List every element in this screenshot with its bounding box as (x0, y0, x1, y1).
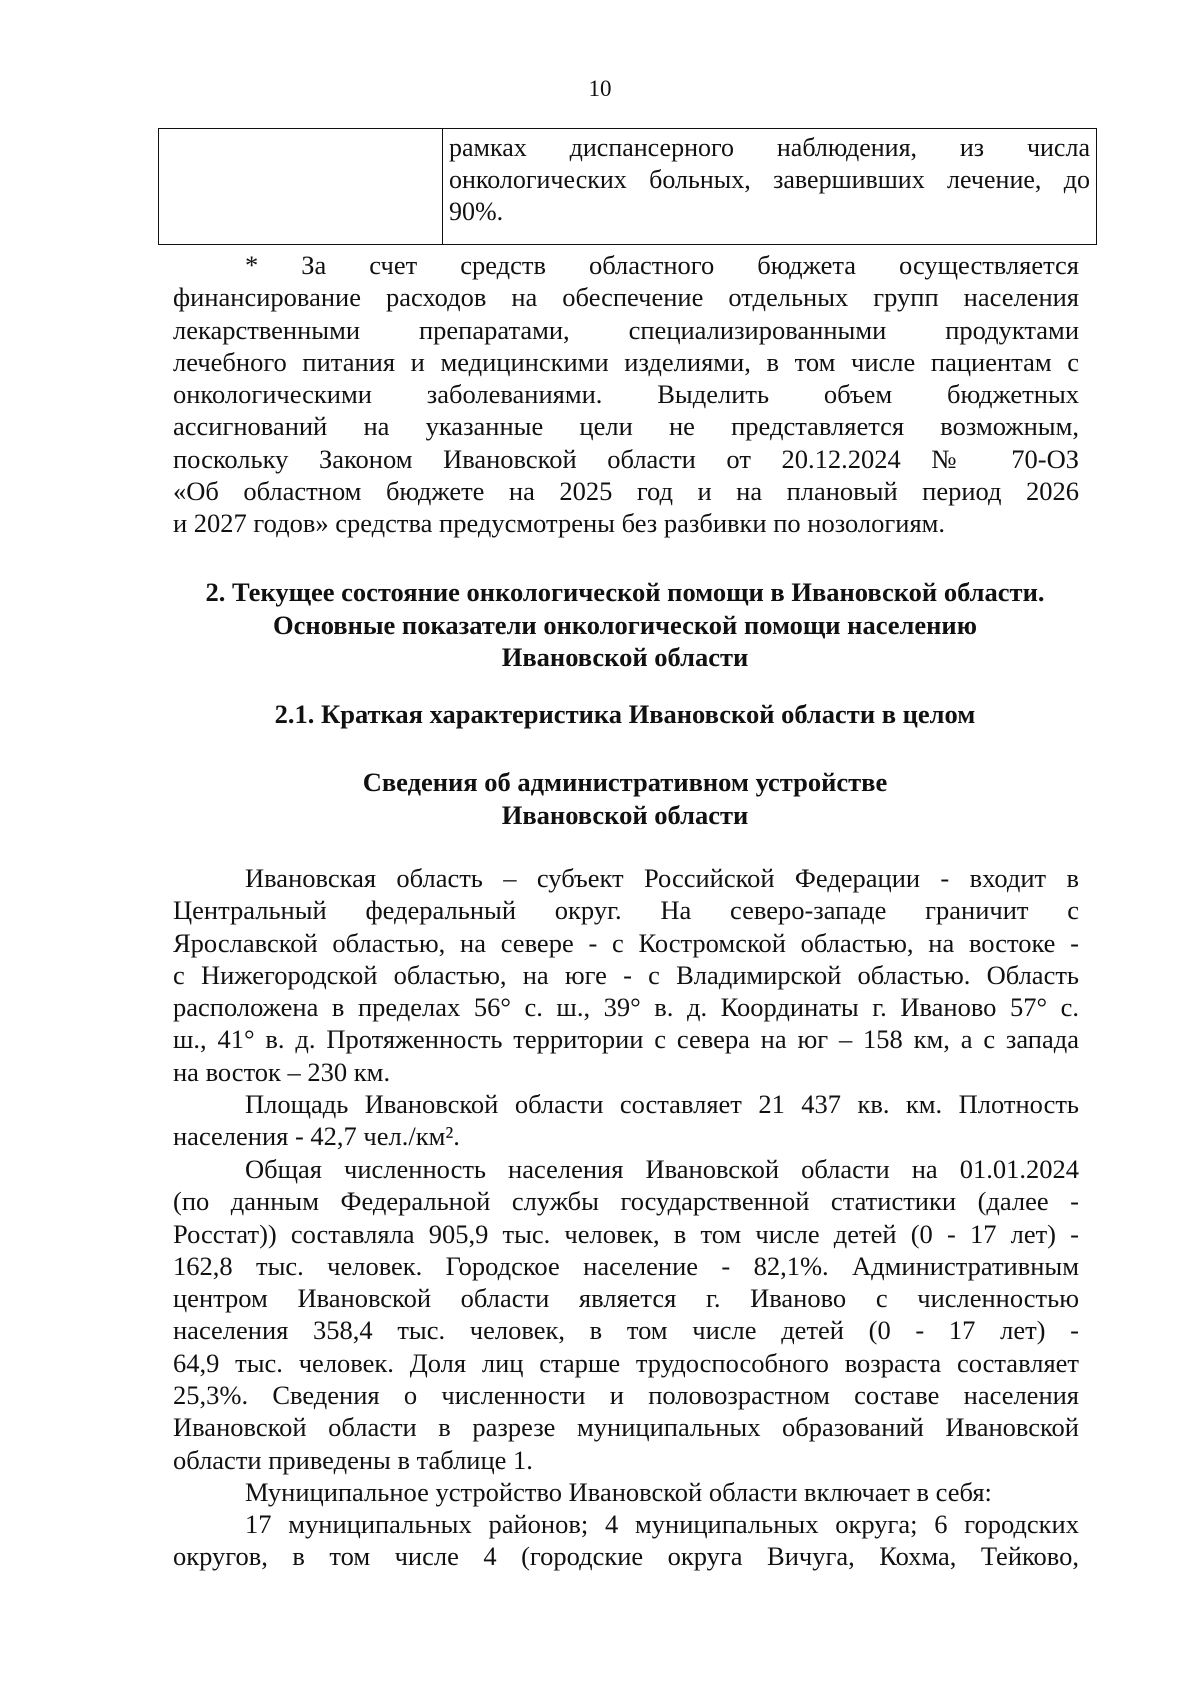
paragraph-line: с Нижегородской областью, на юге - с Владимирской областью. Область (173, 959, 1079, 990)
paragraph-line: 64,9 тыс. человек. Доля лиц старше трудоспособного возраста составляет (173, 1347, 1079, 1378)
admin-heading (160, 766, 1090, 831)
paragraph-districts (173, 1508, 1079, 1573)
footnote-line: ассигнований на указанные цели не представляется возможным, (173, 411, 1079, 442)
table-line: 90%. (449, 197, 504, 226)
paragraph-municipal (173, 1476, 1079, 1508)
paragraph-line: 17 муниципальных районов; 4 муниципальных округа; 6 городских (245, 1509, 1079, 1539)
paragraph-area (173, 1088, 1079, 1153)
section-heading (160, 576, 1090, 674)
subsection-heading-line: 2.1. Краткая характеристика Ивановской области в целом (274, 699, 976, 729)
table-line: онкологических больных, завершивших лечение, до (449, 165, 1090, 194)
table-line: рамках диспансерного наблюдения, из числа (449, 133, 1090, 162)
paragraph-line: Росстат)) составляла 905,9 тыс. человек, в том числе детей (0 - 17 лет) - (173, 1218, 1079, 1249)
paragraph-line: Муниципальное устройство Ивановской области включает в себя: (245, 1477, 992, 1507)
paragraph-line: Общая численность населения Ивановской области на 01.01.2024 (245, 1154, 1079, 1184)
footnote-line: онкологическими заболеваниями. Выделить объем бюджетных (173, 379, 1079, 410)
paragraph-line: Ярославской областью, на севере - с Костромской областью, на востоке - (173, 927, 1079, 958)
footnote (173, 249, 1079, 540)
paragraph-line: населения 358,4 тыс. человек, в том числе детей (0 - 17 лет) - (173, 1315, 1079, 1346)
admin-heading-line: Ивановской области (501, 799, 749, 830)
footnote-line: «Об областном бюджете на 2025 год и на плановый период 2026 (173, 476, 1079, 507)
paragraph-line: Ивановская область – субъект Российской Федерации - входит в (245, 863, 1079, 893)
footnote-line: финансирование расходов на обеспечение отдельных групп населения (173, 282, 1079, 313)
continuation-table (158, 128, 1097, 245)
paragraph-line: 162,8 тыс. человек. Городское население - 82,1%. Административным (173, 1250, 1079, 1281)
paragraph-line: области приведены в таблице 1. (173, 1444, 533, 1475)
paragraph-line: Площадь Ивановской области составляет 21 437 кв. км. Плотность (245, 1089, 1079, 1119)
section-heading-line: 2. Текущее состояние онкологической помощи в Ивановской области. (205, 577, 1045, 607)
paragraph-line: расположена в пределах 56° с. ш., 39° в. д. Координаты г. Иваново 57° с. (173, 992, 1079, 1023)
subsection-heading (160, 698, 1090, 731)
admin-heading-line: Сведения об административном устройстве (362, 767, 888, 797)
paragraph-line: на восток – 230 км. (173, 1056, 391, 1087)
paragraph-line: (по данным Федеральной службы государственной статистики (далее - (173, 1186, 1079, 1217)
page-number: 10 (588, 76, 612, 101)
footnote-line: и 2027 годов» средства предусмотрены без разбивки по нозологиям. (173, 508, 946, 539)
table-cell-empty (159, 129, 443, 244)
paragraph-line: Центральный федеральный округ. На северо-западе граничит с (173, 895, 1079, 926)
paragraph-line: ш., 41° в. д. Протяженность территории с севера на юг – 158 км, а с запада (173, 1024, 1079, 1055)
paragraph-population (173, 1153, 1079, 1476)
section-heading-line: Основные показатели онкологической помощи населению (273, 609, 977, 640)
footnote-line: лекарственными препаратами, специализированными продуктами (173, 314, 1079, 345)
paragraph-line: округов, в том числе 4 (городские округа Вичуга, Кохма, Тейково, (173, 1541, 1079, 1572)
footnote-line: * За счет средств областного бюджета осуществляется (245, 250, 1079, 280)
footnote-line: поскольку Законом Ивановской области от 20.12.2024 № 70-ОЗ (173, 443, 1079, 474)
footnote-line: лечебного питания и медицинскими изделиями, в том числе пациентам с (173, 346, 1079, 377)
section-heading-line: Ивановской области (501, 642, 749, 672)
paragraph-line: 25,3%. Сведения о численности и половозрастном составе населения (173, 1380, 1079, 1411)
paragraph-line: центром Ивановской области является г. Иваново с численностью (173, 1283, 1079, 1314)
table-cell-text (443, 129, 1096, 244)
paragraph-location (173, 862, 1079, 1088)
paragraph-line: населения - 42,7 чел./км². (173, 1121, 460, 1152)
paragraph-line: Ивановской области в разрезе муниципальных образований Ивановской (173, 1412, 1079, 1443)
